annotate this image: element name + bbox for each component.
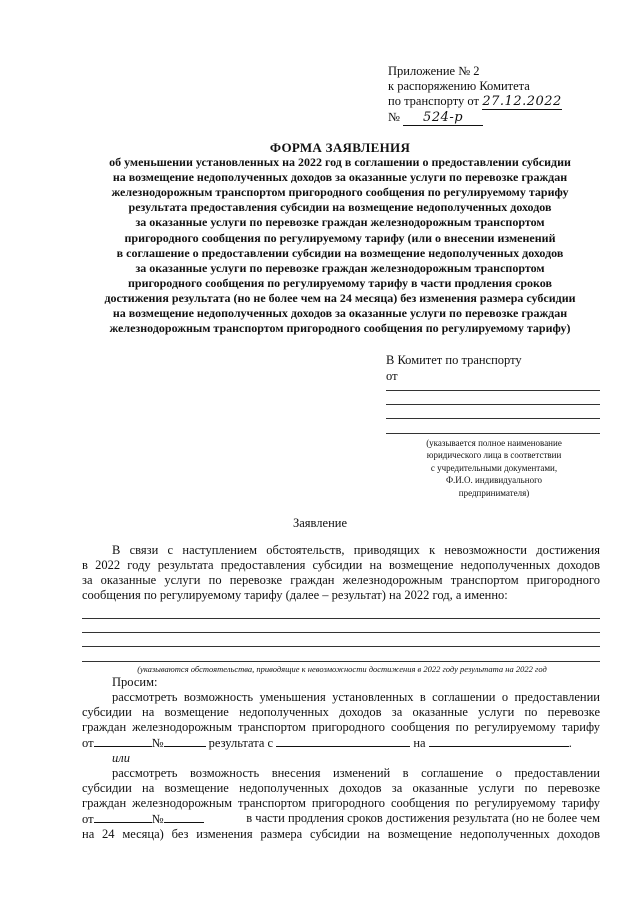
option2-num-field <box>164 811 204 823</box>
request-label: Просим: <box>112 675 158 689</box>
circumstances-fill-line <box>82 632 600 633</box>
appendix-date-label: по транспорту от <box>388 94 479 108</box>
paragraph-line: В связи с наступлением обстоятельств, приводящих к невозможности достижения <box>112 543 600 557</box>
addressee-note-line: юридического лица в соответствии <box>426 450 562 461</box>
option1-result-label: результата с <box>208 736 274 750</box>
addressee-note <box>398 437 590 499</box>
appendix-num-label: № <box>388 110 400 124</box>
option2-last-line: на 24 месяца) без изменения размера субсидии на возмещение недополученных доходов <box>82 827 600 841</box>
option1-num-label: № <box>151 736 164 750</box>
title-line: в соглашение о предоставлении субсидии на возмещение недополученных доходов <box>116 245 564 260</box>
option2-line: рассмотреть возможность внесения изменений в соглашение о предоставлении <box>112 766 600 780</box>
title-line: достижения результата (но не более чем на 24 месяца) без изменения размера субсидии <box>104 290 576 305</box>
paragraph-line: за оказанные услуги по перевозке граждан железнодорожным транспортом пригородного <box>82 573 600 587</box>
or-label: или <box>112 751 130 765</box>
statement-heading: Заявление <box>292 516 347 530</box>
option2-fields <box>82 811 600 827</box>
paragraph-line: в 2022 году результата предоставления субсидии на возмещение недополученных доходов <box>82 558 600 572</box>
statement-paragraph <box>82 543 600 603</box>
addressee-fill-line <box>386 418 600 419</box>
title-line: пригородного сообщения по регулируемому тарифу в части продления сроков <box>127 275 552 290</box>
title-line: на возмещение недополученных доходов за оказанные услуги по перевозке граждан <box>112 170 568 185</box>
option1-num-field <box>164 735 206 747</box>
option2-num-label: № <box>151 812 164 826</box>
document-title <box>60 140 620 336</box>
title-line: за оказанные услуги по перевозке граждан железнодорожным транспортом <box>135 260 545 275</box>
title-line: на возмещение недополученных доходов за оказанные услуги по перевозке граждан <box>112 306 568 321</box>
title-line: железнодорожным транспортом пригородного сообщения по регулируемому тарифу <box>111 185 569 200</box>
appendix-date-line <box>388 94 562 110</box>
appendix-date: 27.12.2022 <box>482 94 562 109</box>
appendix-num: 524-р <box>403 110 483 126</box>
paragraph-line: сообщения по регулируемому тарифу (далее – результат) на 2022 год, а именно: <box>82 588 508 602</box>
title-line: об уменьшении установленных на 2022 год в соглашении о предоставлении субсидии <box>109 155 571 170</box>
option1-line: рассмотреть возможность уменьшения установленных в соглашении о предоставлении <box>112 690 600 704</box>
title-line: за оказанные услуги по перевозке граждан железнодорожным транспортом <box>135 215 545 230</box>
appendix-block <box>388 64 562 126</box>
option2-tail: в части продления сроков достижения результата (но не более чем <box>246 811 600 825</box>
option1-result-to-field <box>429 735 569 747</box>
title-line: пригородного сообщения по регулируемому тарифу (или о внесении изменений <box>124 230 556 245</box>
option1-line: субсидии на возмещение недополученных доходов за оказанные услуги по перевозке <box>82 705 600 719</box>
option1-date-field <box>94 735 152 747</box>
title-line: результата предоставления субсидии на возмещение недополученных доходов <box>128 200 552 215</box>
appendix-num-line <box>388 110 562 126</box>
circumstances-fill-line <box>82 661 600 662</box>
option1-fields: от № результата с на . <box>82 736 572 750</box>
circumstances-note: (указываются обстоятельства, приводящие к невозможности достижения в 2022 году результата на 2022 год <box>137 664 547 674</box>
title-line: железнодорожным транспортом пригородного сообщения по регулируемому тарифу) <box>109 321 571 336</box>
option2-date-field <box>94 811 152 823</box>
addressee-fill-line <box>386 404 600 405</box>
addressee-from: от <box>386 369 398 383</box>
addressee-note-line: с учредительными документами, <box>430 462 558 473</box>
addressee-note-line: (указывается полное наименование <box>426 438 562 448</box>
circumstances-fill-line <box>82 618 600 619</box>
option1-from-label: от <box>82 736 94 750</box>
addressee-fill-line <box>386 433 600 434</box>
option1-to-label: на <box>413 736 426 750</box>
appendix-reference: к распоряжению Комитета <box>388 79 530 93</box>
option2-line: граждан железнодорожным транспортом пригородного сообщения по регулируемому тарифу <box>82 796 600 810</box>
addressee-block <box>386 352 522 384</box>
option2-block <box>82 766 600 842</box>
request-block <box>82 675 600 766</box>
title-heading: ФОРМА ЗАЯВЛЕНИЯ <box>269 140 411 155</box>
circumstances-fill-line <box>82 646 600 647</box>
addressee-to: В Комитет по транспорту <box>386 353 522 367</box>
addressee-note-line: предпринимателя) <box>458 487 530 498</box>
option1-line: граждан железнодорожным транспортом пригородного сообщения по регулируемому тарифу <box>82 720 600 734</box>
appendix-number: Приложение № 2 <box>388 64 480 78</box>
addressee-note-line: Ф.И.О. индивидуального <box>445 475 543 486</box>
option1-result-from-field <box>276 735 410 747</box>
addressee-fill-line <box>386 390 600 391</box>
option2-from-label: от <box>82 812 94 826</box>
option2-line: субсидии на возмещение недополученных доходов за оказанные услуги по перевозке <box>82 781 600 795</box>
